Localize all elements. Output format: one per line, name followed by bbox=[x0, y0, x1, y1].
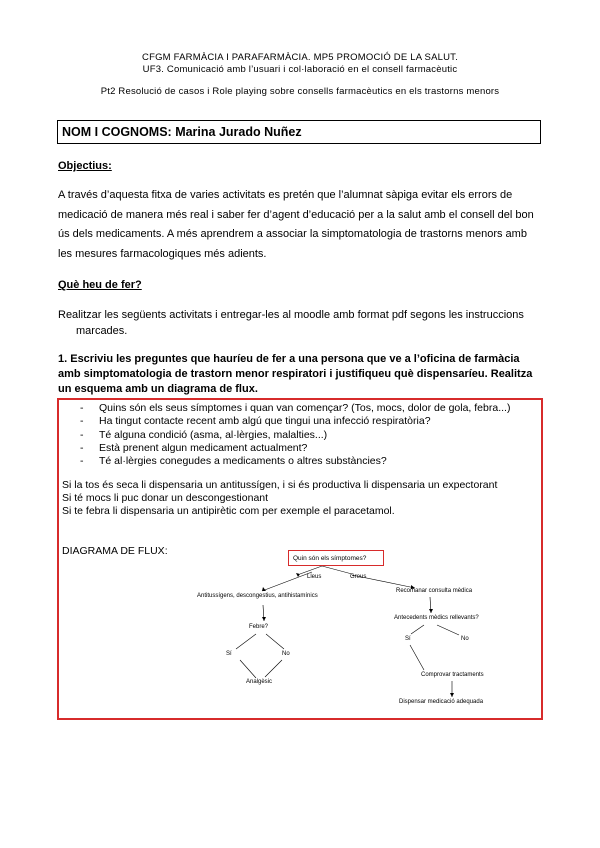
list-item: - Té al·lèrgies conegudes a medicaments o altres substàncies? bbox=[80, 455, 510, 468]
flowchart-root: Quin són els símptomes? bbox=[293, 555, 367, 562]
question-line: 1. Escriviu les preguntes que hauríeu de fer a una persona que ve a l’oficina de farmàcia bbox=[58, 353, 520, 365]
flowchart-check-treatments: Comprovar tractaments bbox=[421, 672, 484, 678]
flowchart-history-question: Antecedents mèdics rellevants? bbox=[394, 615, 479, 621]
student-name-box: NOM I COGNOMS: Marina Jurado Nuñez bbox=[57, 120, 541, 144]
objectives-line: les mesures farmacologiques més adients. bbox=[58, 247, 267, 260]
flowchart-no-right: No bbox=[461, 636, 469, 642]
response-line: Si la tos és seca li dispensaria un antitussígen, i si és productiva li dispensaria un expectorant bbox=[62, 479, 498, 491]
flowchart-analgesic: Analgèsic bbox=[246, 679, 273, 685]
flowchart-mild: Lleus bbox=[307, 574, 322, 580]
flowchart-mild-treatment: Antitussígens, descongestius, antihistamínics bbox=[197, 593, 318, 599]
objectives-line: A través d’aquesta fitxa de varies activitats es pretén que l’alumnat sàpiga evitar els errors de bbox=[58, 189, 513, 201]
list-item: - Té alguna condició (asma, al·lèrgies, malalties...) bbox=[80, 429, 510, 442]
flowchart-yes-left: Sí bbox=[226, 651, 232, 657]
response-line: Si té mocs li puc donar un descongestionant bbox=[62, 492, 269, 504]
objectives-line: ús dels medicaments. A més aprendrem a associar la simptomatologia de trastorns menors amb bbox=[58, 228, 527, 240]
flowchart-refer: Recomanar consulta mèdica bbox=[396, 588, 473, 594]
what-to-do-heading: Què heu de fer? bbox=[58, 279, 142, 291]
question-line: amb simptomatologia de trastorn menor respiratori i justifiqueu què dispensaríeu. Realitza bbox=[58, 368, 533, 380]
response-line: Si te febra li dispensaria un antipirètic com per exemple el paracetamol. bbox=[62, 505, 395, 517]
question-line: un esquema amb un diagrama de flux. bbox=[58, 383, 258, 395]
flowchart-fever-question: Febre? bbox=[249, 624, 269, 630]
list-item: - Ha tingut contacte recent amb algú que tingui una infecció respiratòria? bbox=[80, 415, 510, 428]
header-course: CFGM FARMÀCIA I PARAFARMÀCIA. MP5 PROMOCIÓ DE LA SALUT. bbox=[142, 52, 458, 63]
flowchart-no-left: No bbox=[282, 651, 290, 657]
flowchart-yes-right: Sí bbox=[405, 636, 411, 642]
objectives-heading: Objectius: bbox=[58, 160, 112, 172]
header-unit: UF3. Comunicació amb l’usuari i col·laboració en el consell farmacèutic bbox=[142, 64, 458, 75]
objectives-line: medicació de manera més real i saber fer d’agent d’educació per a la salut amb el consell del bon bbox=[58, 208, 534, 221]
header-practice: Pt2 Resolució de casos i Role playing sobre consells farmacèutics en els trastorns menors bbox=[100, 86, 500, 97]
list-item: - Quins són els seus símptomes i quan van començar? (Tos, mocs, dolor de gola, febra...) bbox=[80, 402, 510, 415]
what-to-do-line: Realitzar les següents activitats i entregar-les al moodle amb format pdf segons les instruccions bbox=[58, 309, 524, 321]
flowchart-dispense: Dispensar medicació adequada bbox=[399, 699, 484, 705]
what-to-do-line: marcades. bbox=[76, 325, 128, 337]
diagram-label: DIAGRAMA DE FLUX: bbox=[62, 545, 168, 557]
flowchart-severe: Greus bbox=[350, 574, 367, 580]
list-item: - Està prenent algun medicament actualment? bbox=[80, 442, 510, 455]
